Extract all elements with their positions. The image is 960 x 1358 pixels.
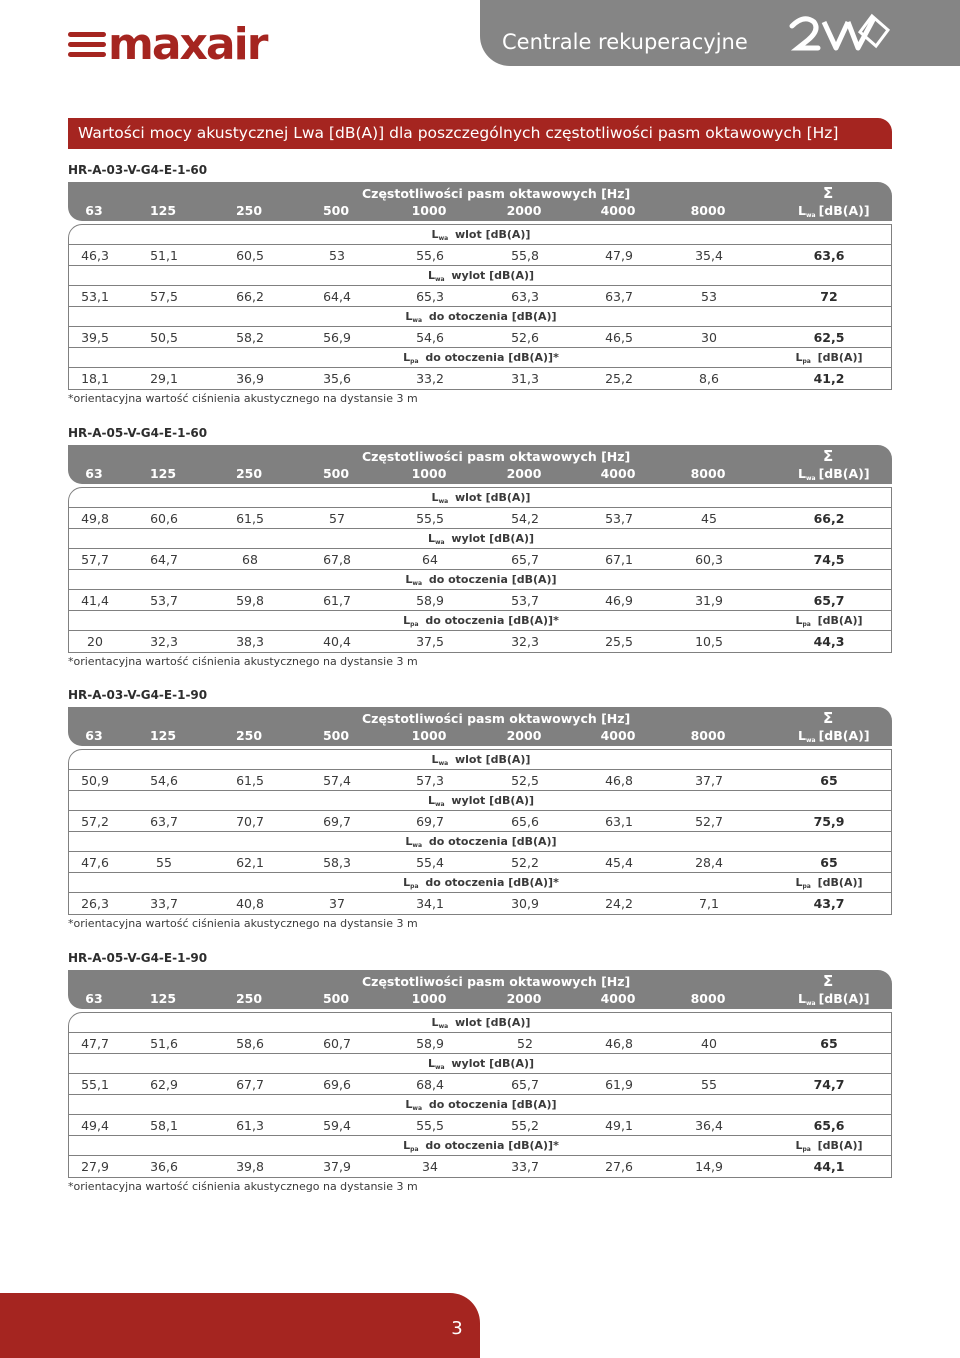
subheader-sum-label: $L_{pa}$ [dB(A)]: [795, 351, 863, 365]
value-cell: 34: [422, 1159, 438, 1174]
table-row: [69, 286, 891, 307]
value-cell: 31,9: [695, 593, 723, 608]
value-cell: 7,1: [699, 896, 719, 911]
sum-cell: 41,2: [813, 371, 845, 386]
frequency-header-band: [68, 970, 892, 1009]
sum-cell: 65: [820, 773, 838, 788]
table-row: [69, 852, 891, 873]
band-title: Częstotliwości pasm oktawowych [Hz]: [362, 449, 631, 464]
value-cell: 46,9: [605, 593, 633, 608]
value-cell: 58,9: [416, 1036, 444, 1051]
value-cell: 65,7: [511, 552, 539, 567]
sum-cell: 44,3: [813, 634, 845, 649]
value-cell: 64: [422, 552, 438, 567]
value-cell: 50,5: [150, 330, 178, 345]
value-cell: 57,5: [150, 289, 178, 304]
value-cell: 52,7: [695, 814, 723, 829]
value-cell: 39,8: [236, 1159, 264, 1174]
footer-bar: [0, 1293, 480, 1358]
subheader-label: $L_{wa}$ wylot [dB(A)]: [427, 1057, 535, 1071]
frequency-header-band: [68, 182, 892, 221]
value-cell: 55,1: [81, 1077, 109, 1092]
value-cell: 55: [701, 1077, 717, 1092]
table-subheader: [69, 1095, 891, 1115]
sum-cell: 75,9: [813, 814, 845, 829]
value-cell: 47,7: [81, 1036, 109, 1051]
value-cell: 18,1: [81, 371, 109, 386]
value-cell: 65,7: [511, 1077, 539, 1092]
values-table: [68, 749, 892, 915]
freq-label: 1000: [411, 203, 447, 218]
value-cell: 67,8: [323, 552, 351, 567]
table-row: [69, 631, 891, 652]
sum-label: $L_{wa}$ [dB(A)]: [798, 466, 870, 482]
value-cell: 45: [701, 511, 717, 526]
value-cell: 61,5: [236, 511, 264, 526]
table-subheader: [69, 791, 891, 811]
sum-cell: 44,1: [813, 1159, 845, 1174]
table-row: [69, 1033, 891, 1054]
value-cell: 68,4: [416, 1077, 444, 1092]
subheader-label: $L_{pa}$ do otoczenia [dB(A)]*: [403, 1139, 559, 1153]
model-name: HR-A-03-V-G4-E-1-60: [68, 163, 208, 177]
subheader-sum-label: $L_{pa}$ [dB(A)]: [795, 876, 863, 890]
value-cell: 60,3: [695, 552, 723, 567]
value-cell: 53,1: [81, 289, 109, 304]
table-subheader: [69, 307, 891, 327]
table-row: [69, 508, 891, 529]
value-cell: 8,6: [699, 371, 719, 386]
freq-label: 250: [235, 203, 263, 218]
value-cell: 60,7: [323, 1036, 351, 1051]
value-cell: 29,1: [150, 371, 178, 386]
value-cell: 49,8: [81, 511, 109, 526]
band-title: Częstotliwości pasm oktawowych [Hz]: [362, 974, 631, 989]
value-cell: 69,7: [416, 814, 444, 829]
sum-cell: 63,6: [813, 248, 845, 263]
value-cell: 20: [87, 634, 103, 649]
value-cell: 52: [517, 1036, 533, 1051]
freq-label: 1000: [411, 466, 447, 481]
value-cell: 68: [242, 552, 258, 567]
table-row: [69, 811, 891, 832]
value-cell: 27,9: [81, 1159, 109, 1174]
value-cell: 27,6: [605, 1159, 633, 1174]
value-cell: 31,3: [511, 371, 539, 386]
value-cell: 40,4: [323, 634, 351, 649]
table-subheader: [69, 529, 891, 549]
table-subheader: [69, 266, 891, 286]
value-cell: 54,2: [511, 511, 539, 526]
freq-label: 250: [235, 728, 263, 743]
value-cell: 46,5: [605, 330, 633, 345]
logo-bars-icon: [68, 32, 106, 62]
section-3: [68, 686, 892, 930]
value-cell: 57,4: [323, 773, 351, 788]
value-cell: 54,6: [150, 773, 178, 788]
sum-cell: 74,5: [813, 552, 845, 567]
freq-label: 125: [149, 991, 177, 1006]
footnote: *orientacyjna wartość ciśnienia akustycznego na dystansie 3 m: [68, 655, 418, 668]
subheader-label: $L_{pa}$ do otoczenia [dB(A)]*: [403, 351, 559, 365]
freq-label: 63: [85, 991, 103, 1006]
value-cell: 51,6: [150, 1036, 178, 1051]
subheader-label: $L_{wa}$ wylot [dB(A)]: [427, 794, 535, 808]
subheader-label: $L_{wa}$ do otoczenia [dB(A)]: [405, 835, 557, 849]
sum-cell: 65: [820, 1036, 838, 1051]
sum-cell: 72: [820, 289, 838, 304]
value-cell: 36,4: [695, 1118, 723, 1133]
table-subheader: [69, 611, 891, 631]
footnote: *orientacyjna wartość ciśnienia akustycznego na dystansie 3 m: [68, 917, 418, 930]
value-cell: 33,7: [511, 1159, 539, 1174]
value-cell: 46,3: [81, 248, 109, 263]
table-row: [69, 1074, 891, 1095]
value-cell: 35,6: [323, 371, 351, 386]
subheader-label: $L_{wa}$ wlot [dB(A)]: [431, 491, 531, 505]
value-cell: 55,5: [416, 1118, 444, 1133]
values-table: [68, 487, 892, 653]
table-subheader: [69, 1136, 891, 1156]
table-subheader: [69, 488, 891, 508]
value-cell: 59,8: [236, 593, 264, 608]
value-cell: 63,3: [511, 289, 539, 304]
value-cell: 26,3: [81, 896, 109, 911]
value-cell: 49,4: [81, 1118, 109, 1133]
sum-label: $L_{wa}$ [dB(A)]: [798, 728, 870, 744]
value-cell: 63,7: [150, 814, 178, 829]
value-cell: 36,6: [150, 1159, 178, 1174]
value-cell: 14,9: [695, 1159, 723, 1174]
value-cell: 38,3: [236, 634, 264, 649]
table-row: [69, 1156, 891, 1177]
value-cell: 36,9: [236, 371, 264, 386]
value-cell: 58,9: [416, 593, 444, 608]
freq-label: 63: [85, 466, 103, 481]
value-cell: 58,3: [323, 855, 351, 870]
band-title: Częstotliwości pasm oktawowych [Hz]: [362, 711, 631, 726]
value-cell: 56,9: [323, 330, 351, 345]
header-title: Centrale rekuperacyjne: [502, 30, 748, 54]
subheader-label: $L_{wa}$ do otoczenia [dB(A)]: [405, 1098, 557, 1112]
sigma-icon: Σ: [823, 709, 834, 727]
footnote: *orientacyjna wartość ciśnienia akustycznego na dystansie 3 m: [68, 392, 418, 405]
freq-label: 1000: [411, 991, 447, 1006]
value-cell: 41,4: [81, 593, 109, 608]
freq-label: 8000: [690, 466, 726, 481]
freq-label: 2000: [506, 203, 542, 218]
value-cell: 65,3: [416, 289, 444, 304]
value-cell: 35,4: [695, 248, 723, 263]
value-cell: 70,7: [236, 814, 264, 829]
value-cell: 58,2: [236, 330, 264, 345]
main-title: Wartości mocy akustycznej Lwa [dB(A)] dla poszczególnych częstotliwości pasm oktawowych [Hz]: [68, 118, 892, 149]
value-cell: 47,9: [605, 248, 633, 263]
table-row: [69, 368, 891, 389]
sigma-icon: Σ: [823, 972, 834, 990]
table-row: [69, 245, 891, 266]
value-cell: 63,1: [605, 814, 633, 829]
value-cell: 57: [329, 511, 345, 526]
freq-label: 2000: [506, 466, 542, 481]
value-cell: 39,5: [81, 330, 109, 345]
subheader-sum-label: $L_{pa}$ [dB(A)]: [795, 1139, 863, 1153]
subheader-label: $L_{wa}$ wylot [dB(A)]: [427, 269, 535, 283]
value-cell: 34,1: [416, 896, 444, 911]
value-cell: 65,6: [511, 814, 539, 829]
value-cell: 61,5: [236, 773, 264, 788]
freq-label: 125: [149, 466, 177, 481]
value-cell: 30: [701, 330, 717, 345]
model-name: HR-A-05-V-G4-E-1-90: [68, 951, 208, 965]
value-cell: 37,7: [695, 773, 723, 788]
subheader-label: $L_{pa}$ do otoczenia [dB(A)]*: [403, 614, 559, 628]
subheader-label: $L_{wa}$ do otoczenia [dB(A)]: [405, 573, 557, 587]
freq-label: 250: [235, 466, 263, 481]
freq-label: 63: [85, 728, 103, 743]
value-cell: 53,7: [150, 593, 178, 608]
values-table: [68, 1012, 892, 1178]
freq-label: 4000: [600, 728, 636, 743]
value-cell: 37: [329, 896, 345, 911]
table-subheader: [69, 873, 891, 893]
value-cell: 55,8: [511, 248, 539, 263]
sum-cell: 66,2: [813, 511, 845, 526]
value-cell: 63,7: [605, 289, 633, 304]
subheader-label: $L_{wa}$ wlot [dB(A)]: [431, 228, 531, 242]
value-cell: 49,1: [605, 1118, 633, 1133]
value-cell: 61,9: [605, 1077, 633, 1092]
value-cell: 67,1: [605, 552, 633, 567]
table-row: [69, 590, 891, 611]
subheader-label: $L_{wa}$ wylot [dB(A)]: [427, 532, 535, 546]
sum-cell: 65,7: [813, 593, 845, 608]
value-cell: 61,7: [323, 593, 351, 608]
value-cell: 57,7: [81, 552, 109, 567]
value-cell: 10,5: [695, 634, 723, 649]
value-cell: 58,1: [150, 1118, 178, 1133]
subheader-label: $L_{wa}$ do otoczenia [dB(A)]: [405, 310, 557, 324]
frequency-header-band: [68, 445, 892, 484]
table-subheader: [69, 750, 891, 770]
value-cell: 51,1: [150, 248, 178, 263]
value-cell: 60,6: [150, 511, 178, 526]
table-subheader: [69, 1013, 891, 1033]
table-row: [69, 770, 891, 791]
freq-label: 125: [149, 203, 177, 218]
freq-label: 500: [322, 466, 350, 481]
freq-label: 500: [322, 991, 350, 1006]
value-cell: 66,2: [236, 289, 264, 304]
sum-cell: 65,6: [813, 1118, 845, 1133]
band-title: Częstotliwości pasm oktawowych [Hz]: [362, 186, 631, 201]
value-cell: 52,2: [511, 855, 539, 870]
freq-label: 250: [235, 991, 263, 1006]
model-name: HR-A-05-V-G4-E-1-60: [68, 426, 208, 440]
table-subheader: [69, 1054, 891, 1074]
value-cell: 25,5: [605, 634, 633, 649]
footnote: *orientacyjna wartość ciśnienia akustycznego na dystansie 3 m: [68, 1180, 418, 1193]
value-cell: 46,8: [605, 773, 633, 788]
freq-label: 4000: [600, 203, 636, 218]
maxair-logo: [68, 19, 268, 72]
value-cell: 60,5: [236, 248, 264, 263]
value-cell: 55: [156, 855, 172, 870]
section-2: [68, 424, 892, 668]
value-cell: 57,3: [416, 773, 444, 788]
subheader-label: $L_{pa}$ do otoczenia [dB(A)]*: [403, 876, 559, 890]
table-subheader: [69, 225, 891, 245]
freq-label: 4000: [600, 466, 636, 481]
value-cell: 25,2: [605, 371, 633, 386]
sum-cell: 65: [820, 855, 838, 870]
freq-label: 63: [85, 203, 103, 218]
frequency-header-band: [68, 707, 892, 746]
value-cell: 30,9: [511, 896, 539, 911]
freq-label: 8000: [690, 728, 726, 743]
value-cell: 53,7: [511, 593, 539, 608]
sigma-icon: Σ: [823, 184, 834, 202]
table-subheader: [69, 348, 891, 368]
freq-label: 500: [322, 203, 350, 218]
logo-text-air: air: [205, 19, 267, 70]
value-cell: 55,6: [416, 248, 444, 263]
value-cell: 53,7: [605, 511, 633, 526]
value-cell: 59,4: [323, 1118, 351, 1133]
value-cell: 52,6: [511, 330, 539, 345]
value-cell: 67,7: [236, 1077, 264, 1092]
table-row: [69, 327, 891, 348]
table-subheader: [69, 832, 891, 852]
subheader-sum-label: $L_{pa}$ [dB(A)]: [795, 614, 863, 628]
section-4: [68, 949, 892, 1193]
value-cell: 52,5: [511, 773, 539, 788]
value-cell: 24,2: [605, 896, 633, 911]
value-cell: 62,9: [150, 1077, 178, 1092]
sum-label: $L_{wa}$ [dB(A)]: [798, 991, 870, 1007]
value-cell: 69,6: [323, 1077, 351, 1092]
value-cell: 54,6: [416, 330, 444, 345]
value-cell: 61,3: [236, 1118, 264, 1133]
value-cell: 50,9: [81, 773, 109, 788]
table-row: [69, 549, 891, 570]
freq-label: 8000: [690, 991, 726, 1006]
value-cell: 37,9: [323, 1159, 351, 1174]
value-cell: 64,7: [150, 552, 178, 567]
sum-cell: 43,7: [813, 896, 845, 911]
value-cell: 40: [701, 1036, 717, 1051]
freq-label: 2000: [506, 991, 542, 1006]
header-bar: [480, 0, 960, 66]
value-cell: 55,2: [511, 1118, 539, 1133]
freq-label: 4000: [600, 991, 636, 1006]
value-cell: 47,6: [81, 855, 109, 870]
sum-label: $L_{wa}$ [dB(A)]: [798, 203, 870, 219]
logo-text-max: max: [108, 19, 206, 70]
logo-text: [108, 20, 266, 70]
value-cell: 33,2: [416, 371, 444, 386]
value-cell: 45,4: [605, 855, 633, 870]
value-cell: 55,5: [416, 511, 444, 526]
sum-cell: 74,7: [813, 1077, 845, 1092]
value-cell: 58,6: [236, 1036, 264, 1051]
table-row: [69, 1115, 891, 1136]
freq-label: 500: [322, 728, 350, 743]
value-cell: 53: [329, 248, 345, 263]
table-subheader: [69, 570, 891, 590]
value-cell: 55,4: [416, 855, 444, 870]
table-row: [69, 893, 891, 914]
sum-cell: 62,5: [813, 330, 845, 345]
sigma-icon: Σ: [823, 447, 834, 465]
value-cell: 46,8: [605, 1036, 633, 1051]
model-name: HR-A-03-V-G4-E-1-90: [68, 688, 208, 702]
value-cell: 57,2: [81, 814, 109, 829]
value-cell: 40,8: [236, 896, 264, 911]
subheader-label: $L_{wa}$ wlot [dB(A)]: [431, 753, 531, 767]
freq-label: 125: [149, 728, 177, 743]
freq-label: 1000: [411, 728, 447, 743]
value-cell: 37,5: [416, 634, 444, 649]
value-cell: 32,3: [511, 634, 539, 649]
page-number: 3: [451, 1318, 463, 1339]
brand-logo-icon: [788, 12, 892, 58]
value-cell: 64,4: [323, 289, 351, 304]
subheader-label: $L_{wa}$ wlot [dB(A)]: [431, 1016, 531, 1030]
values-table: [68, 224, 892, 390]
freq-label: 8000: [690, 203, 726, 218]
value-cell: 69,7: [323, 814, 351, 829]
value-cell: 33,7: [150, 896, 178, 911]
value-cell: 28,4: [695, 855, 723, 870]
value-cell: 53: [701, 289, 717, 304]
value-cell: 32,3: [150, 634, 178, 649]
value-cell: 62,1: [236, 855, 264, 870]
section-1: [68, 161, 892, 405]
freq-label: 2000: [506, 728, 542, 743]
